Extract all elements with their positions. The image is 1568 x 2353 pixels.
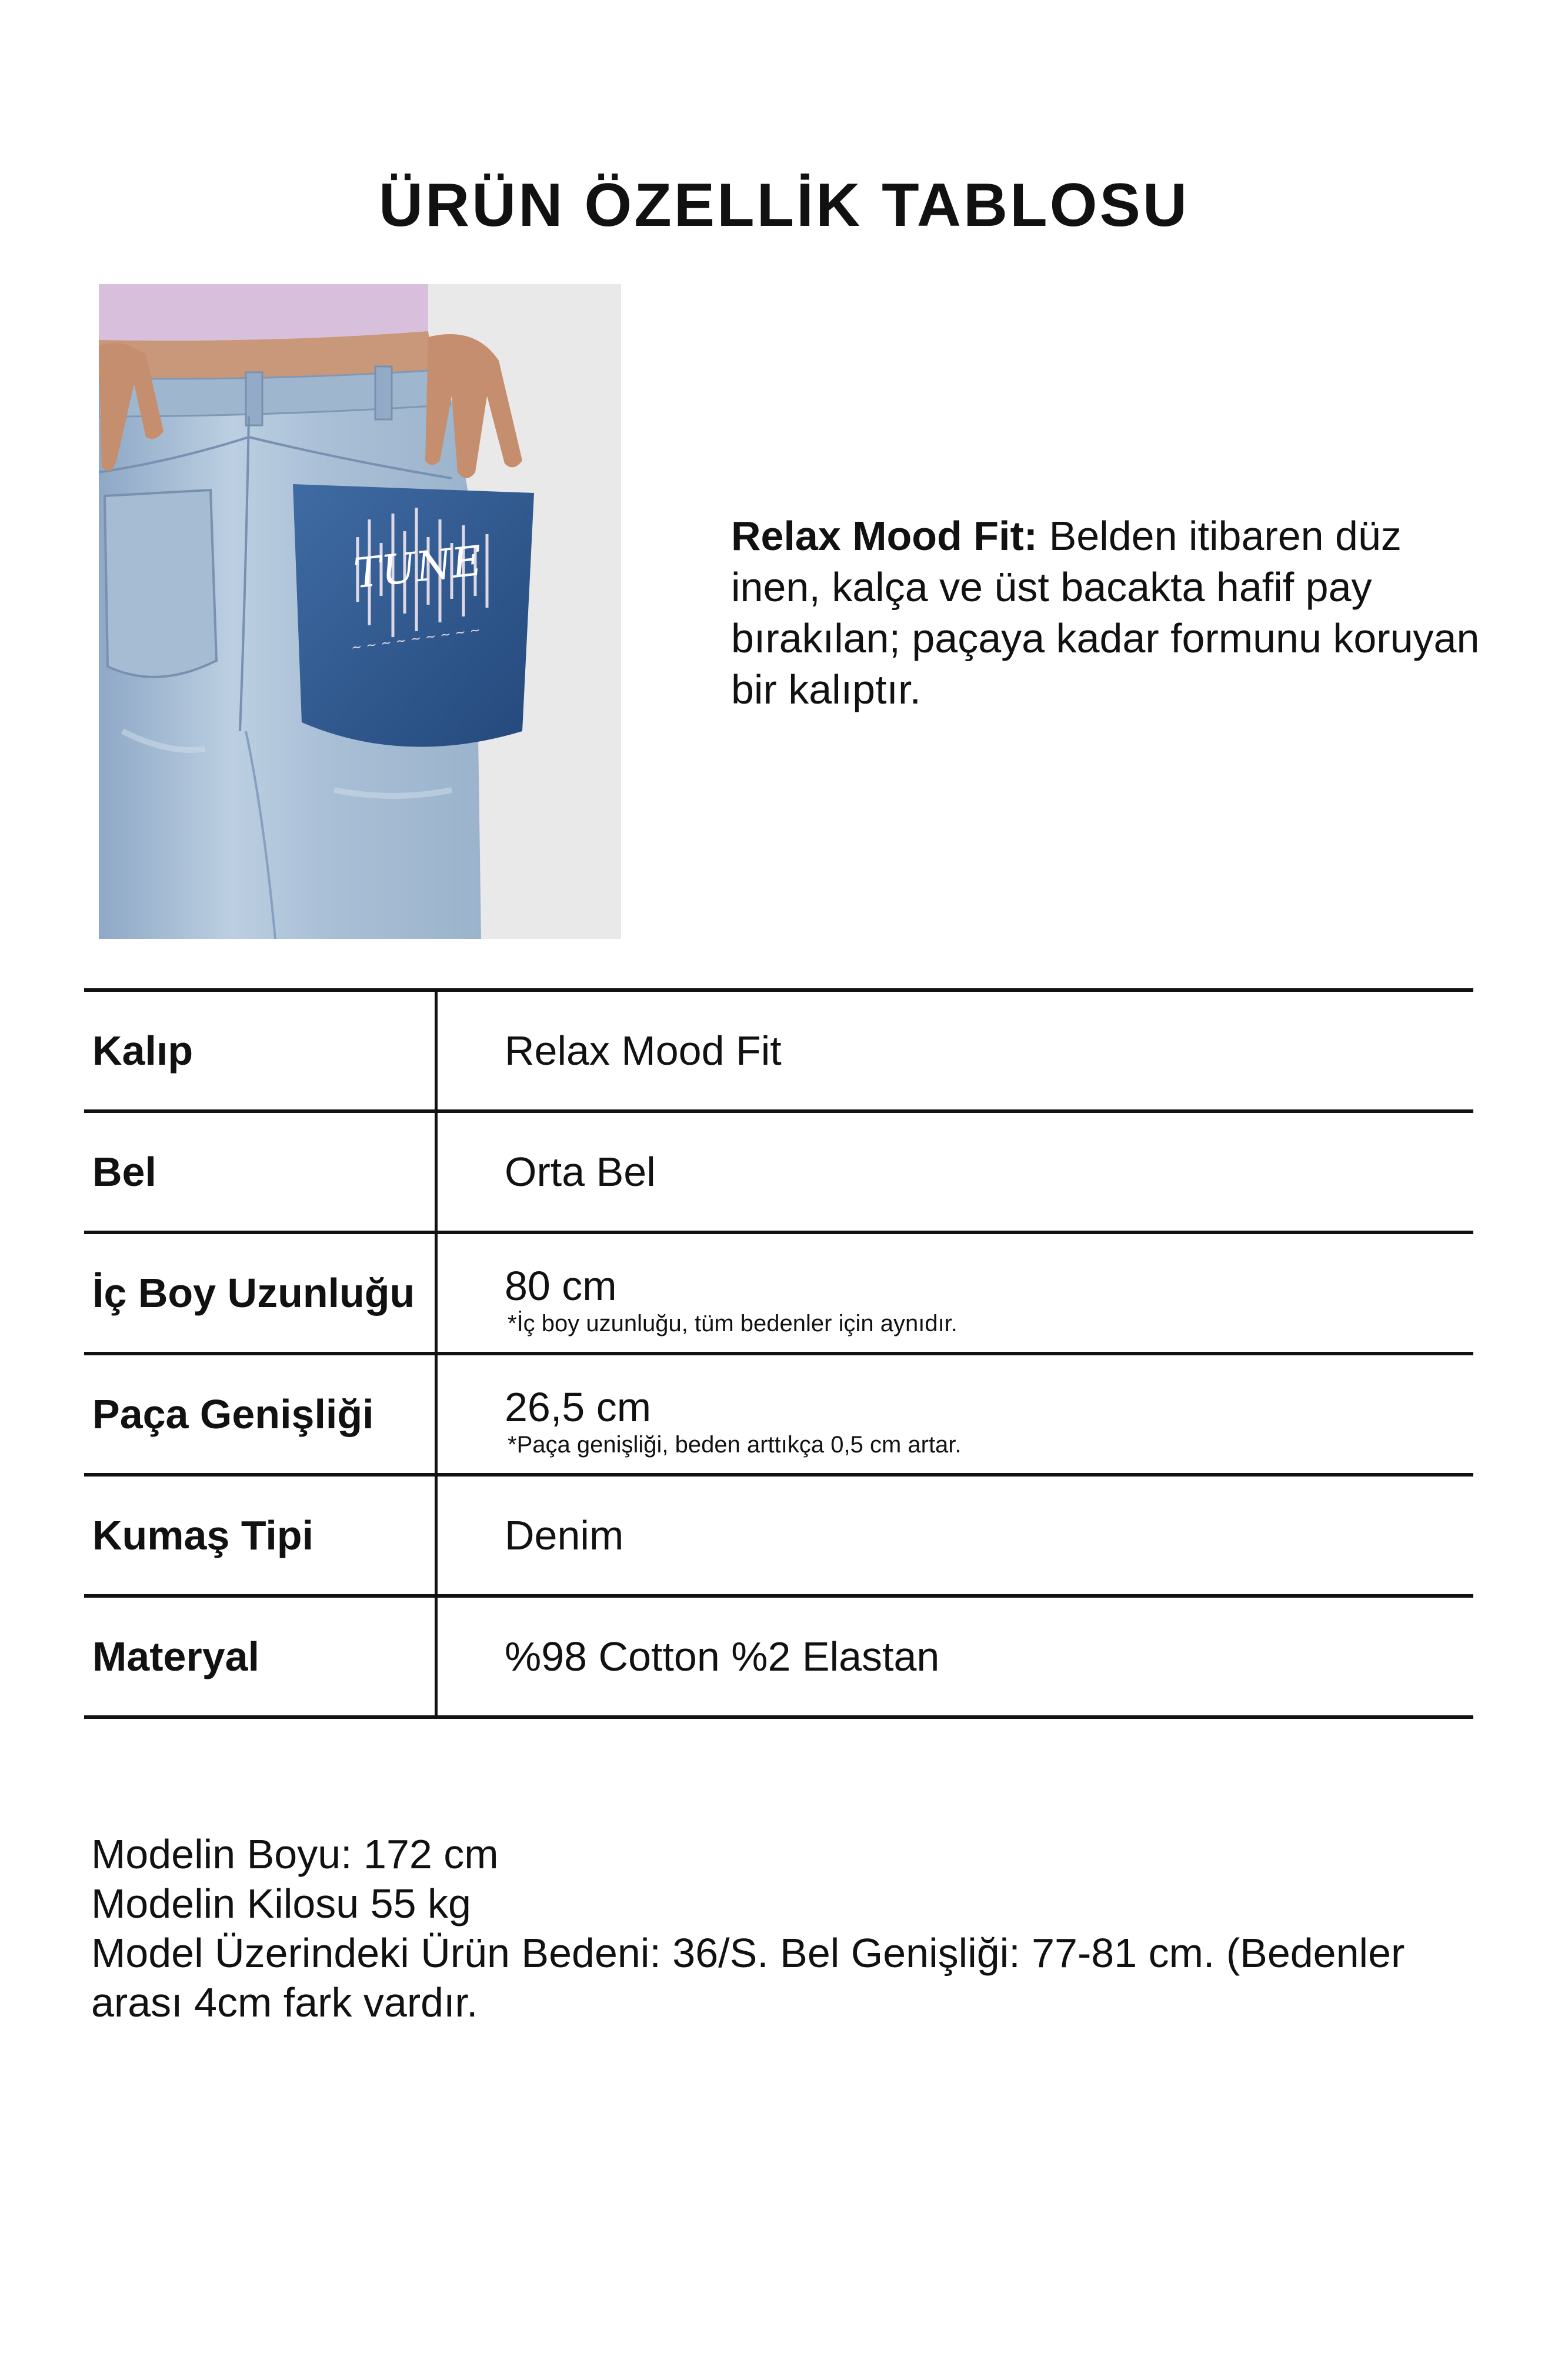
column-divider bbox=[435, 1234, 438, 1352]
column-divider bbox=[435, 992, 438, 1109]
spec-value: 80 cm bbox=[505, 1263, 617, 1309]
spec-value: Denim bbox=[505, 1512, 624, 1558]
spec-note: *İç boy uzunluğu, tüm bedenler için aynıdır. bbox=[508, 1311, 958, 1337]
column-divider bbox=[435, 1598, 438, 1715]
spec-label: Kumaş Tipi bbox=[92, 1512, 314, 1558]
spec-row-bel bbox=[84, 1109, 1473, 1231]
spec-row-ic-boy bbox=[84, 1231, 1473, 1352]
fit-description-text: Belden itibaren düz inen, kalça ve üst bacakta hafif pay bırakılan; paçaya kadar formunu koruyan bir kalıptır. bbox=[731, 513, 1480, 712]
spec-value: Orta Bel bbox=[505, 1149, 656, 1195]
spec-row-paca bbox=[84, 1352, 1473, 1473]
model-height: Modelin Boyu: 172 cm bbox=[91, 1831, 499, 1877]
spec-note: *Paça genişliği, beden arttıkça 0,5 cm artar. bbox=[508, 1432, 962, 1458]
spec-value: %98 Cotton %2 Elastan bbox=[505, 1634, 940, 1679]
column-divider bbox=[435, 1355, 438, 1473]
spec-row-materyal bbox=[84, 1594, 1473, 1719]
svg-text:~ ~ ~ ~ ~ ~ ~ ~ ~: ~ ~ ~ ~ ~ ~ ~ ~ ~ bbox=[350, 622, 482, 656]
spec-row-kumas bbox=[84, 1473, 1473, 1594]
fit-description bbox=[731, 511, 1496, 715]
jeans-back-photo-icon bbox=[99, 284, 621, 939]
spec-table bbox=[84, 988, 1473, 1719]
page-title: ÜRÜN ÖZELLİK TABLOSU bbox=[379, 171, 1189, 239]
model-info bbox=[91, 1829, 1491, 2027]
spec-row-kalip bbox=[84, 988, 1473, 1109]
spec-label: İç Boy Uzunluğu bbox=[92, 1270, 415, 1316]
column-divider bbox=[435, 1477, 438, 1594]
product-photo bbox=[99, 284, 621, 939]
spec-label: Bel bbox=[92, 1149, 156, 1195]
spec-label: Materyal bbox=[92, 1634, 260, 1679]
column-divider bbox=[435, 1113, 438, 1231]
spec-label: Kalıp bbox=[92, 1028, 194, 1074]
spec-value: 26,5 cm bbox=[505, 1384, 651, 1430]
spec-label: Paça Genişliği bbox=[92, 1391, 374, 1437]
model-weight: Modelin Kilosu 55 kg bbox=[91, 1881, 471, 1927]
model-size: Model Üzerindeki Ürün Bedeni: 36/S. Bel Genişliği: 77-81 cm. (Bedenler arası 4cm fark vardır. bbox=[91, 1930, 1405, 2025]
svg-text:TUNE: TUNE bbox=[351, 536, 485, 598]
spec-value: Relax Mood Fit bbox=[505, 1028, 782, 1074]
fit-description-term: Relax Mood Fit: bbox=[731, 513, 1038, 559]
